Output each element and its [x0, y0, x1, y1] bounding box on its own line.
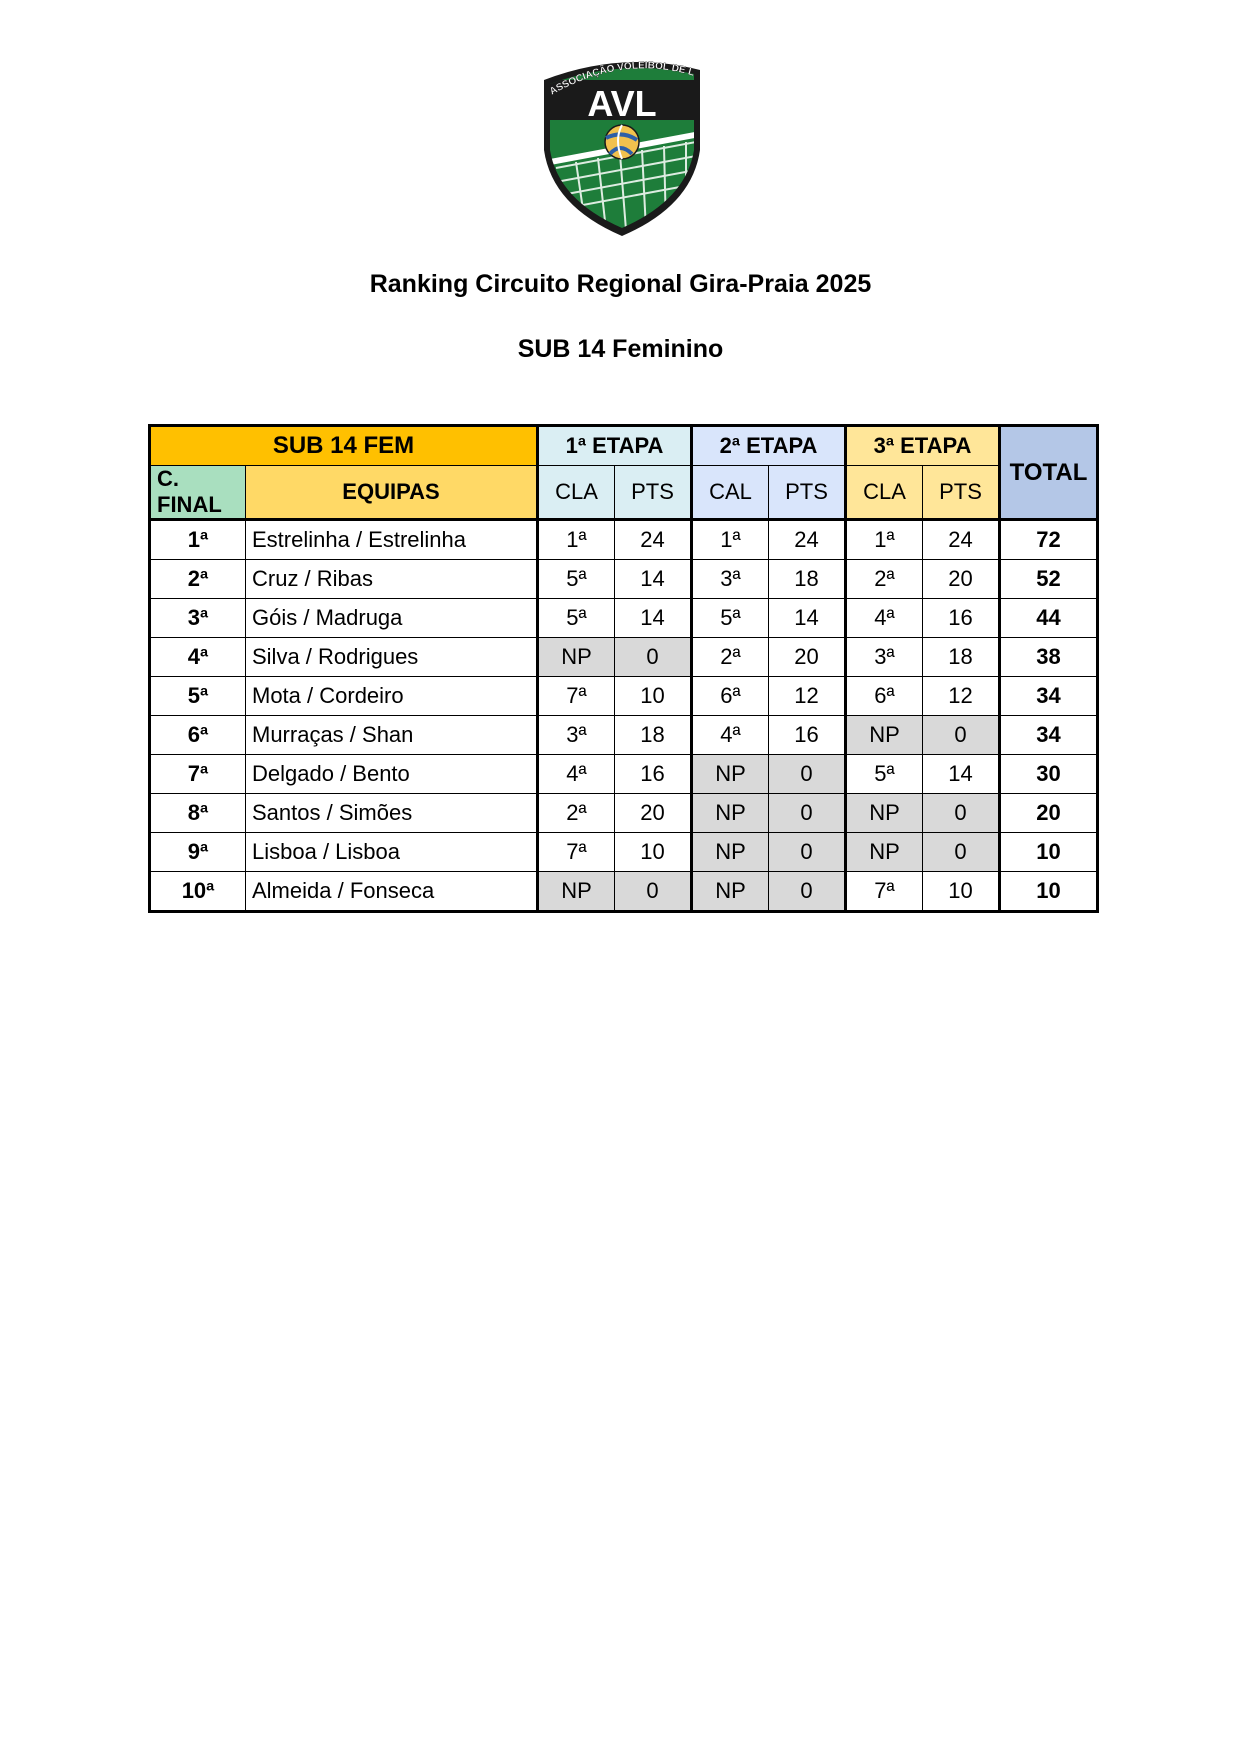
team-name: Lisboa / Lisboa: [246, 833, 538, 872]
stage-3-points: 24: [923, 520, 1000, 560]
stage-2-rank-header: CAL: [692, 466, 769, 520]
stage-1-rank: 5ª: [538, 560, 615, 599]
svg-text:AVL: AVL: [587, 83, 657, 124]
stage-3-rank: 2ª: [846, 560, 923, 599]
stage-2-points: 0: [769, 872, 846, 912]
stage-1-points: 0: [615, 638, 692, 677]
total-points: 10: [1000, 872, 1098, 912]
stage-1-points: 14: [615, 560, 692, 599]
teams-header: EQUIPAS: [246, 466, 538, 520]
stage-1-rank: NP: [538, 638, 615, 677]
stage-1-rank: NP: [538, 872, 615, 912]
stage-3-rank: NP: [846, 794, 923, 833]
stage-2-points: 0: [769, 833, 846, 872]
table-row: [150, 872, 1098, 912]
team-name: Almeida / Fonseca: [246, 872, 538, 912]
category-header: SUB 14 FEM: [150, 426, 538, 466]
table-row: [150, 833, 1098, 872]
final-position: 4ª: [150, 638, 246, 677]
stage-1-header: 1ª ETAPA: [538, 426, 692, 466]
team-name: Estrelinha / Estrelinha: [246, 520, 538, 560]
stage-3-points: 12: [923, 677, 1000, 716]
stage-1-points: 0: [615, 872, 692, 912]
stage-3-rank: 7ª: [846, 872, 923, 912]
volleyball-icon: [605, 125, 639, 159]
table-row: [150, 560, 1098, 599]
stage-3-points: 10: [923, 872, 1000, 912]
table-row: [150, 794, 1098, 833]
final-position: 10ª: [150, 872, 246, 912]
team-name: Mota / Cordeiro: [246, 677, 538, 716]
team-name: Delgado / Bento: [246, 755, 538, 794]
stage-2-points: 0: [769, 755, 846, 794]
stage-3-points: 14: [923, 755, 1000, 794]
final-position: 2ª: [150, 560, 246, 599]
final-position: 6ª: [150, 716, 246, 755]
stage-1-rank: 5ª: [538, 599, 615, 638]
stage-1-rank: 2ª: [538, 794, 615, 833]
stage-1-rank: 7ª: [538, 833, 615, 872]
stage-2-points: 18: [769, 560, 846, 599]
stage-2-rank: 6ª: [692, 677, 769, 716]
svg-text:ASSOCIAÇÃO VOLEIBOL DE LEIRIA: ASSOCIAÇÃO VOLEIBOL DE L: [547, 60, 696, 98]
stage-2-points: 16: [769, 716, 846, 755]
team-name: Góis / Madruga: [246, 599, 538, 638]
stage-3-rank-header: CLA: [846, 466, 923, 520]
stage-2-points: 14: [769, 599, 846, 638]
ranking-table: [148, 424, 1099, 913]
final-position: 7ª: [150, 755, 246, 794]
team-name: Santos / Simões: [246, 794, 538, 833]
total-points: 44: [1000, 599, 1098, 638]
stage-3-header: 3ª ETAPA: [846, 426, 1000, 466]
stage-2-header: 2ª ETAPA: [692, 426, 846, 466]
stage-2-rank: 3ª: [692, 560, 769, 599]
stage-3-points: 0: [923, 833, 1000, 872]
stage-1-rank: 4ª: [538, 755, 615, 794]
page-subtitle: SUB 14 Feminino: [517, 335, 724, 363]
stage-1-points: 10: [615, 833, 692, 872]
stage-2-rank: NP: [692, 872, 769, 912]
total-points: 10: [1000, 833, 1098, 872]
team-name: Murraças / Shan: [246, 716, 538, 755]
stage-3-points: 18: [923, 638, 1000, 677]
stage-3-points: 0: [923, 794, 1000, 833]
stage-1-points-header: PTS: [615, 466, 692, 520]
avl-logo: [536, 50, 708, 236]
stage-2-rank: 4ª: [692, 716, 769, 755]
total-points: 52: [1000, 560, 1098, 599]
total-points: 20: [1000, 794, 1098, 833]
stage-3-points-header: PTS: [923, 466, 1000, 520]
stage-3-points: 20: [923, 560, 1000, 599]
total-header: TOTAL: [1000, 426, 1098, 520]
table-row: [150, 755, 1098, 794]
stage-2-rank: 2ª: [692, 638, 769, 677]
stage-1-points: 20: [615, 794, 692, 833]
table-row: [150, 638, 1098, 677]
total-points: 72: [1000, 520, 1098, 560]
stage-2-rank: 1ª: [692, 520, 769, 560]
header-row-2: [150, 466, 1098, 520]
final-position: 5ª: [150, 677, 246, 716]
stage-2-rank: NP: [692, 794, 769, 833]
header-row-1: [150, 426, 1098, 466]
stage-3-rank: 6ª: [846, 677, 923, 716]
stage-1-points: 10: [615, 677, 692, 716]
table-row: [150, 520, 1098, 560]
final-position: 3ª: [150, 599, 246, 638]
stage-3-rank: 5ª: [846, 755, 923, 794]
stage-1-rank-header: CLA: [538, 466, 615, 520]
stage-1-points: 14: [615, 599, 692, 638]
team-name: Cruz / Ribas: [246, 560, 538, 599]
stage-3-rank: 3ª: [846, 638, 923, 677]
stage-3-rank: NP: [846, 716, 923, 755]
final-position: 8ª: [150, 794, 246, 833]
stage-2-points: 24: [769, 520, 846, 560]
total-points: 38: [1000, 638, 1098, 677]
stage-1-points: 24: [615, 520, 692, 560]
stage-2-points-header: PTS: [769, 466, 846, 520]
table-row: [150, 599, 1098, 638]
stage-1-rank: 7ª: [538, 677, 615, 716]
stage-1-rank: 3ª: [538, 716, 615, 755]
stage-1-points: 18: [615, 716, 692, 755]
stage-2-points: 20: [769, 638, 846, 677]
stage-2-rank: NP: [692, 833, 769, 872]
avl-shield-emblem: [536, 50, 708, 236]
table-row: [150, 716, 1098, 755]
total-points: 34: [1000, 716, 1098, 755]
stage-3-points: 0: [923, 716, 1000, 755]
ranking-body: [150, 520, 1098, 912]
stage-3-points: 16: [923, 599, 1000, 638]
final-position-header: C. FINAL: [150, 466, 246, 520]
page-title: Ranking Circuito Regional Gira-Praia 2025: [369, 270, 872, 298]
final-position: 1ª: [150, 520, 246, 560]
stage-3-rank: 1ª: [846, 520, 923, 560]
stage-2-rank: 5ª: [692, 599, 769, 638]
stage-1-points: 16: [615, 755, 692, 794]
stage-3-rank: NP: [846, 833, 923, 872]
table-row: [150, 677, 1098, 716]
stage-1-rank: 1ª: [538, 520, 615, 560]
stage-2-points: 12: [769, 677, 846, 716]
final-position: 9ª: [150, 833, 246, 872]
stage-3-rank: 4ª: [846, 599, 923, 638]
stage-2-points: 0: [769, 794, 846, 833]
total-points: 30: [1000, 755, 1098, 794]
team-name: Silva / Rodrigues: [246, 638, 538, 677]
total-points: 34: [1000, 677, 1098, 716]
stage-2-rank: NP: [692, 755, 769, 794]
